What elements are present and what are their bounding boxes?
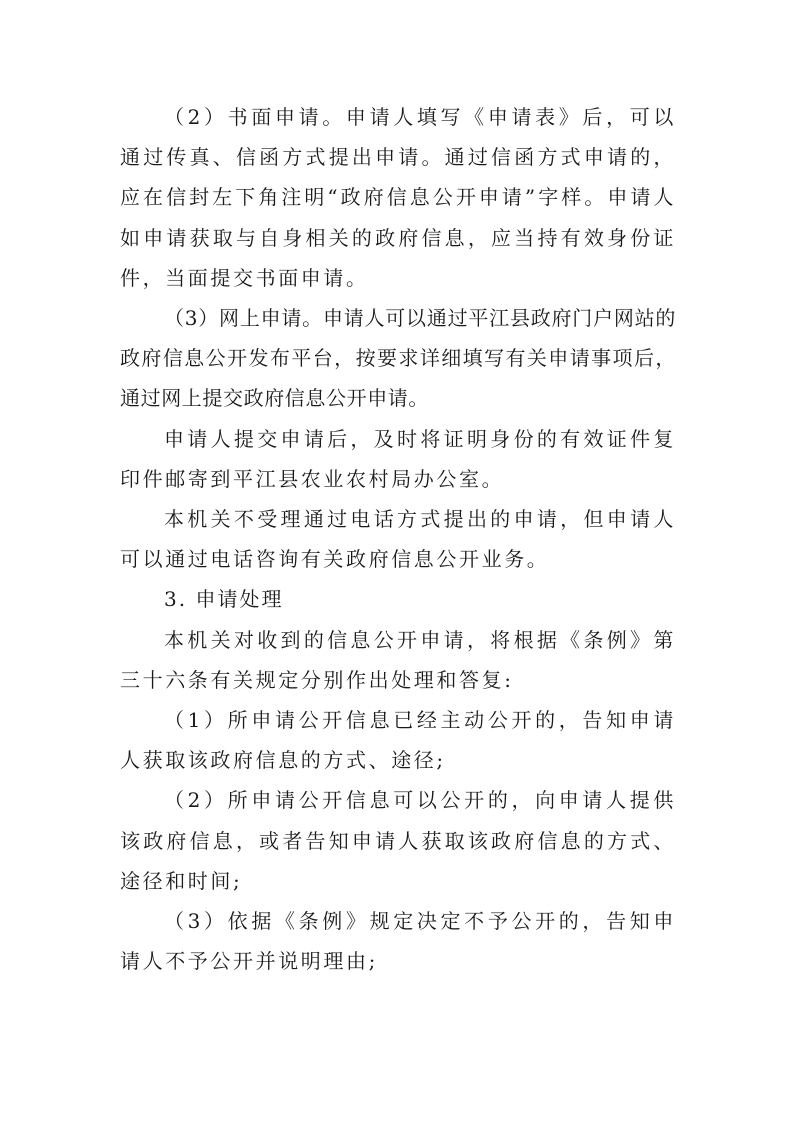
paragraph-processing-basis: 本机关对收到的信息公开申请，将根据《条例》第三十六条有关规定分别作出处理和答复: — [120, 627, 676, 692]
paragraph-submit-id-copy: 申请人提交申请后，及时将证明身份的有效证件复印件邮寄到平江县农业农村局办公室。 — [120, 426, 676, 491]
paragraph-item-can-be-public: （2）所申请公开信息可以公开的，向申请人提供该政府信息，或者告知申请人获取该政府信息的方式、途径和时间; — [120, 788, 676, 893]
paragraph-item-already-public: （1）所申请公开信息已经主动公开的，告知申请人获取该政府信息的方式、途径; — [120, 708, 676, 773]
paragraph-written-application: （2）书面申请。申请人填写《申请表》后，可以通过传真、信函方式提出申请。通过信函方式申请的，应在信封左下角注明“政府信息公开申请”字样。申请人如申请获取与自身相关的政府信息，应当持有效身份证件，当面提交书面申请。 — [120, 105, 676, 290]
section-heading-application-processing: 3. 申请处理 — [164, 587, 284, 612]
paragraph-item-not-public: （3）依据《条例》规定决定不予公开的，告知申请人不予公开并说明理由; — [120, 909, 676, 974]
document-body — [120, 97, 676, 981]
paragraph-online-application: （3）网上申请。申请人可以通过平江县政府门户网站的政府信息公开发布平台，按要求详细填写有关申请事项后，通过网上提交政府信息公开申请。 — [120, 306, 676, 411]
paragraph-phone-not-accepted: 本机关不受理通过电话方式提出的申请，但申请人可以通过电话咨询有关政府信息公开业务。 — [120, 507, 676, 572]
